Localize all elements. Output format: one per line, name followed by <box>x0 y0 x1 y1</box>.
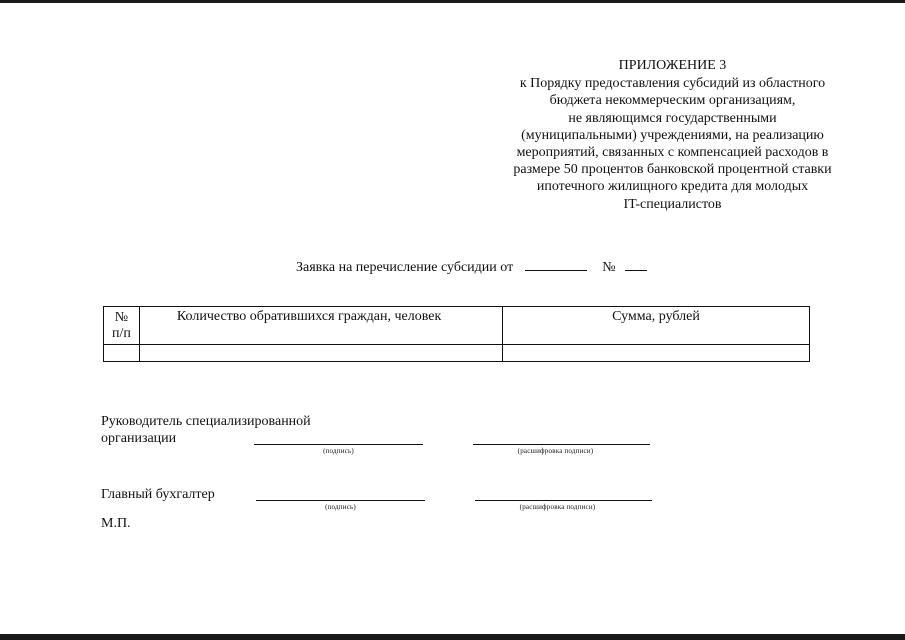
head-decode-line[interactable] <box>473 444 650 445</box>
header-num-line2: п/п <box>112 326 131 341</box>
appendix-heading: ПРИЛОЖЕНИЕ 3 <box>618 58 727 73</box>
request-title: Заявка на перечисление субсидии от <box>296 260 514 275</box>
head-label-line2: организации <box>101 431 177 446</box>
header-num-line1: № <box>114 310 129 325</box>
stamp-placeholder: М.П. <box>101 516 131 531</box>
appendix-block <box>485 57 860 213</box>
head-signature-label <box>101 413 311 447</box>
header-count-label: Количество обратившихся граждан, человек <box>176 309 442 324</box>
appendix-line: ипотечного жилищного кредита для молодых <box>536 179 809 195</box>
request-title-line <box>296 256 647 276</box>
request-number-sign: № <box>602 260 616 275</box>
accountant-signature-caption: (подпись) <box>325 503 356 511</box>
head-signature-caption: (подпись) <box>323 447 354 455</box>
header-num-cell <box>104 307 140 345</box>
row-num-cell[interactable] <box>104 345 140 362</box>
row-sum-cell[interactable] <box>502 345 809 362</box>
accountant-signature-line[interactable] <box>256 500 425 501</box>
appendix-line: мероприятий, связанных с компенсацией расходов в <box>516 145 829 161</box>
bottom-border <box>0 634 905 640</box>
appendix-line: IT-специалистов <box>623 196 722 212</box>
row-count-cell[interactable] <box>139 345 502 362</box>
table-row <box>104 345 810 362</box>
appendix-line: к Порядку предоставления субсидий из областного <box>519 76 826 92</box>
appendix-line: размере 50 процентов банковской процентной ставки <box>513 162 832 178</box>
header-sum-label: Сумма, рублей <box>612 309 700 324</box>
accountant-signature-label: Главный бухгалтер <box>101 487 215 502</box>
head-label-line1: Руководитель специализированной <box>101 414 311 429</box>
appendix-line: (муниципальными) учреждениями, на реализацию <box>521 127 824 143</box>
request-number-blank[interactable] <box>625 256 647 271</box>
appendix-line: не являющимся государственными <box>568 110 777 126</box>
head-signature-line[interactable] <box>254 444 423 445</box>
table-header-row <box>104 307 810 345</box>
top-border <box>0 0 905 3</box>
subsidy-table <box>103 306 810 362</box>
request-date-blank[interactable] <box>525 256 587 271</box>
header-count-cell <box>139 307 502 345</box>
appendix-line: бюджета некоммерческим организациям, <box>549 93 796 109</box>
accountant-decode-caption: (расшифровка подписи) <box>519 503 596 511</box>
head-decode-caption: (расшифровка подписи) <box>517 447 594 455</box>
header-sum-cell <box>502 307 809 345</box>
accountant-decode-line[interactable] <box>475 500 652 501</box>
